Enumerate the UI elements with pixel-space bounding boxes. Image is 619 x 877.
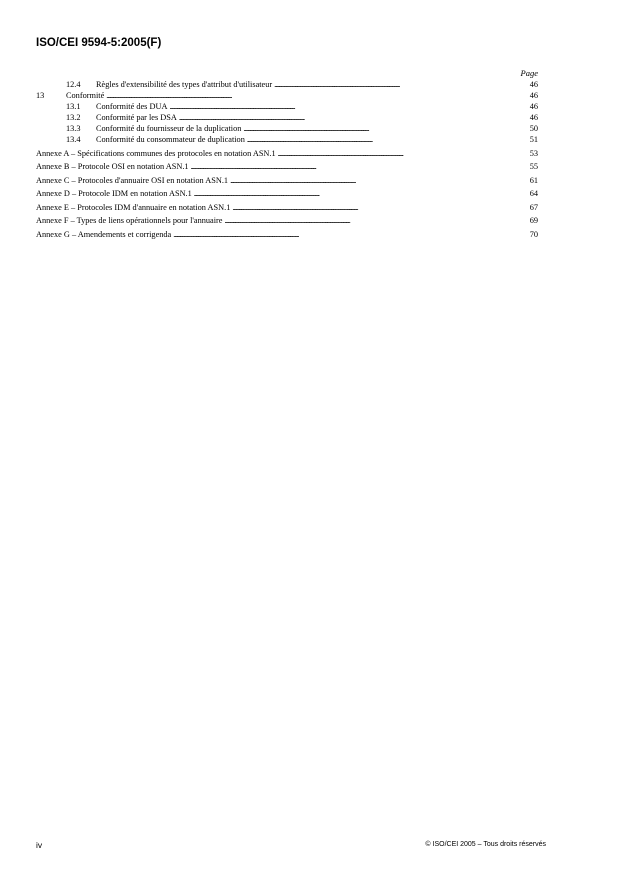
dot-leader — [247, 134, 520, 145]
toc-entry-annex-g[interactable] — [36, 229, 538, 240]
toc-entry-annex-d[interactable] — [36, 188, 538, 199]
dot-leader — [179, 112, 520, 123]
toc-entry[interactable] — [36, 79, 538, 90]
toc-entry-number: 13 — [36, 91, 45, 100]
toc-entry-title: Annexe G – Amendements et corrigenda — [36, 229, 172, 239]
toc-entry-page: 55 — [529, 162, 538, 171]
toc-entry-page: 46 — [529, 80, 538, 89]
toc-entry-title: Annexe E – Protocoles IDM d'annuaire en notation ASN.1 — [36, 202, 231, 212]
toc-entry[interactable] — [36, 123, 538, 134]
dot-leader — [169, 101, 520, 112]
dot-leader — [274, 79, 520, 90]
toc-entry-title: Conformité du fournisseur de la duplication — [96, 124, 242, 133]
toc-entry-page: 50 — [529, 124, 538, 133]
toc-entry[interactable] — [36, 90, 538, 101]
toc-entry-page: 46 — [529, 91, 538, 100]
toc-entry-title: Annexe C – Protocoles d'annuaire OSI en notation ASN.1 — [36, 175, 229, 185]
toc-entry-number: 13.1 — [66, 102, 81, 111]
toc-entry-number: 13.3 — [66, 124, 81, 133]
dot-leader — [191, 161, 520, 172]
toc-entry-title: Conformité du consommateur de duplication — [96, 135, 245, 144]
toc-entry-title: Annexe F – Types de liens opérationnels pour l'annuaire — [36, 216, 223, 225]
dot-leader — [194, 188, 520, 199]
dot-leader — [224, 215, 520, 226]
toc-entry[interactable] — [36, 112, 538, 123]
page-column-label: Page — [520, 68, 538, 78]
dot-leader — [230, 175, 520, 186]
toc-entry-page: 61 — [529, 175, 538, 185]
toc-entry-title: Annexe D – Protocole IDM en notation ASN.1 — [36, 189, 192, 198]
toc-entry-number: 13.4 — [66, 135, 81, 144]
toc-entry-annex-f[interactable] — [36, 215, 538, 226]
toc-entry-annex-b[interactable] — [36, 161, 538, 172]
toc-entry-page: 69 — [529, 216, 538, 225]
toc-entry-annex-e[interactable] — [36, 202, 538, 213]
toc-entry-annex-a[interactable] — [36, 148, 538, 159]
dot-leader — [106, 90, 520, 101]
toc-entry[interactable] — [36, 134, 538, 145]
footer-copyright: © ISO/CEI 2005 – Tous droits réservés — [425, 841, 546, 848]
toc-entry-title: Conformité — [66, 91, 105, 100]
toc-entry-number: 12.4 — [66, 80, 81, 89]
toc-entry-title: Annexe A – Spécifications communes des protocoles en notation ASN.1 — [36, 148, 276, 158]
toc-entry-page: 64 — [529, 189, 538, 198]
toc-entry-title: Règles d'extensibilité des types d'attribut d'utilisateur — [96, 80, 273, 89]
toc-entry-title: Conformité des DUA — [96, 102, 168, 111]
footer-page-number: iv — [36, 840, 43, 850]
toc-entry-page: 46 — [529, 102, 538, 111]
toc-entry-page: 53 — [529, 148, 538, 158]
toc-entry[interactable] — [36, 101, 538, 112]
toc-entry-page: 67 — [529, 202, 538, 212]
toc-entry-page: 46 — [529, 113, 538, 122]
dot-leader — [243, 123, 520, 134]
toc-entry-title: Conformité par les DSA — [96, 113, 177, 122]
toc-entry-number: 13.2 — [66, 113, 81, 122]
dot-leader — [232, 202, 520, 213]
document-id-header: ISO/CEI 9594-5:2005(F) — [36, 37, 162, 49]
toc-entry-page: 51 — [529, 135, 538, 144]
toc-entry-title: Annexe B – Protocole OSI en notation ASN.1 — [36, 162, 189, 171]
table-of-contents — [36, 79, 538, 240]
toc-entry-annex-c[interactable] — [36, 175, 538, 186]
dot-leader — [173, 229, 520, 240]
dot-leader — [278, 148, 520, 159]
toc-entry-page: 70 — [529, 229, 538, 239]
